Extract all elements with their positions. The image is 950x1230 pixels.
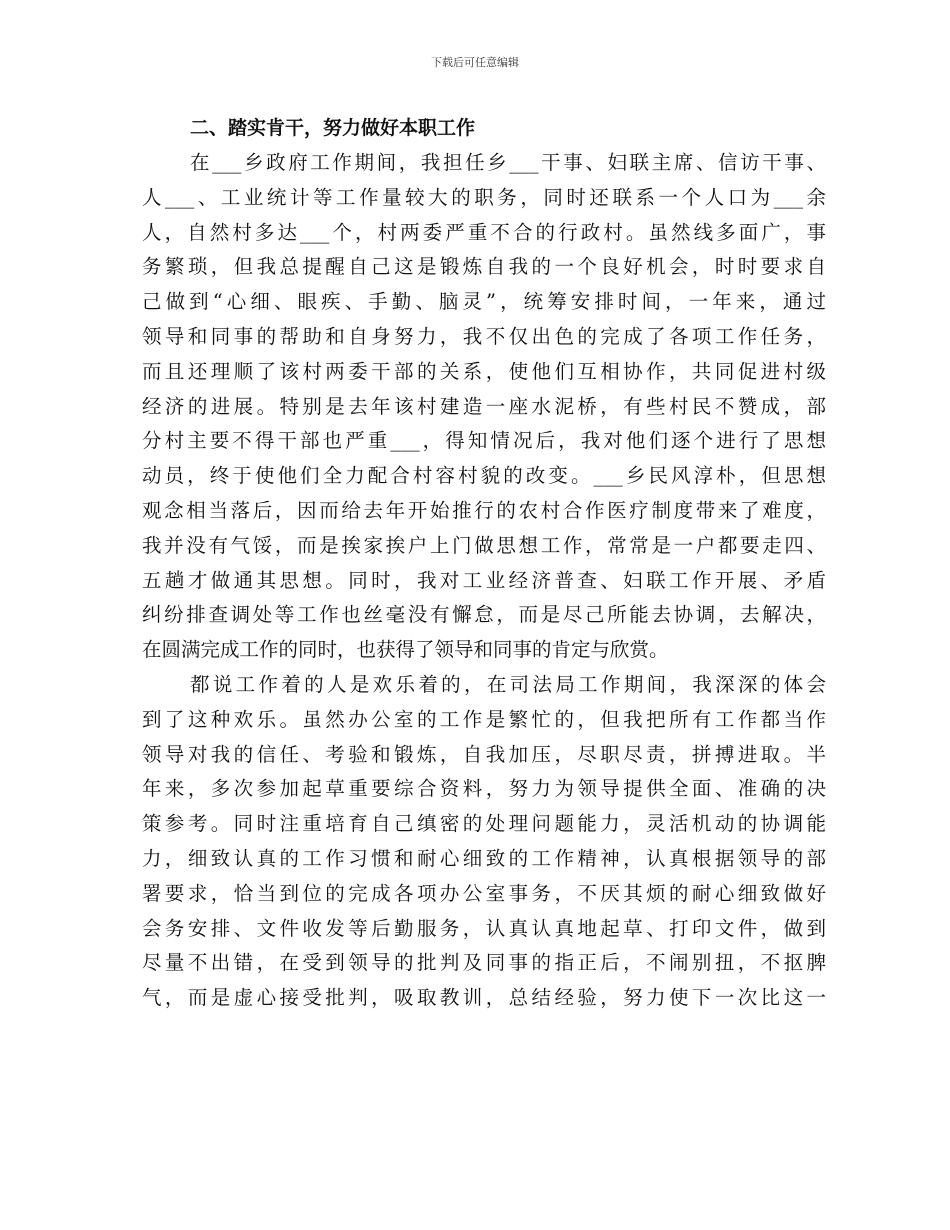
text-line: 会务安排、文件收发等后勤服务，认真认真地起草、打印文件，做到 [142,916,826,940]
paragraph-1 [142,146,826,668]
text-line: 署要求，恰当到位的完成各项办公室事务，不厌其烦的耐心细致做好 [142,881,826,905]
text-line: 人___、工业统计等工作量较大的职务，同时还联系一个人口为___余 [142,185,826,209]
text-line: 而且还理顺了该村两委干部的关系，使他们互相协作，共同促进村级 [142,359,826,383]
text-line: 年来，多次参加起草重要综合资料，努力为领导提供全面、准确的决 [142,777,826,801]
text-line: 纠纷排查调处等工作也丝毫没有懈怠，而是尽己所能去协调，去解决， [142,603,826,627]
text-line: 五趟才做通其思想。同时，我对工业经济普查、妇联工作开展、矛盾 [142,568,826,592]
section-heading: 二、踏实肯干，努力做好本职工作 [190,117,476,139]
text-line: 分村主要不得干部也严重___，得知情况后，我对他们逐个进行了思想 [142,429,826,453]
text-line: 策参考。同时注重培育自己缜密的处理问题能力，灵活机动的协调能 [142,812,826,836]
text-line: 动员，终于使他们全力配合村容村貌的改变。___乡民风淳朴，但思想 [142,464,826,488]
text-line: 务繁琐，但我总提醒自己这是锻炼自我的一个良好机会，时时要求自 [142,255,826,279]
text-line: 尽量不出错，在受到领导的批判及同事的指正后，不闹别扭，不抠脾 [142,951,826,975]
text-line: 力，细致认真的工作习惯和耐心细致的工作精神，认真根据领导的部 [142,846,826,870]
page-header: 下载后可任意编辑 [431,56,519,69]
text-line: 气，而是虚心接受批判，吸取教训，总结经验，努力使下一次比这一 [142,986,826,1010]
text-line: 领导和同事的帮助和自身努力，我不仅出色的完成了各项工作任务， [142,324,826,348]
text-line: 我并没有气馁，而是挨家挨户上门做思想工作，常常是一户都要走四、 [142,533,826,557]
text-line: 领导对我的信任、考验和锻炼，自我加压，尽职尽责，拼搏进取。半 [142,742,826,766]
text-line: 观念相当落后，因而给去年开始推行的农村合作医疗制度带来了难度， [142,498,826,522]
text-line: 在___乡政府工作期间，我担任乡___干事、妇联主席、信访干事、 [190,151,826,174]
text-line: 到了这种欢乐。虽然办公室的工作是繁忙的，但我把所有工作都当作 [142,707,826,731]
text-line: 经济的进展。特别是去年该村建造一座水泥桥，有些村民不赞成，部 [142,394,826,418]
text-line: 己做到“心细、眼疾、手勤、脑灵”，统筹安排时间，一年来，通过 [142,290,826,314]
text-line: 都说工作着的人是欢乐着的，在司法局工作期间，我深深的体会 [190,672,826,696]
text-line: 在圆满完成工作的同时，也获得了领导和同事的肯定与欣赏。 [142,638,669,662]
paragraph-2 [142,668,826,1016]
text-line: 人，自然村多达___个，村两委严重不合的行政村。虽然线多面广，事 [142,220,826,244]
document-body [142,110,826,1016]
